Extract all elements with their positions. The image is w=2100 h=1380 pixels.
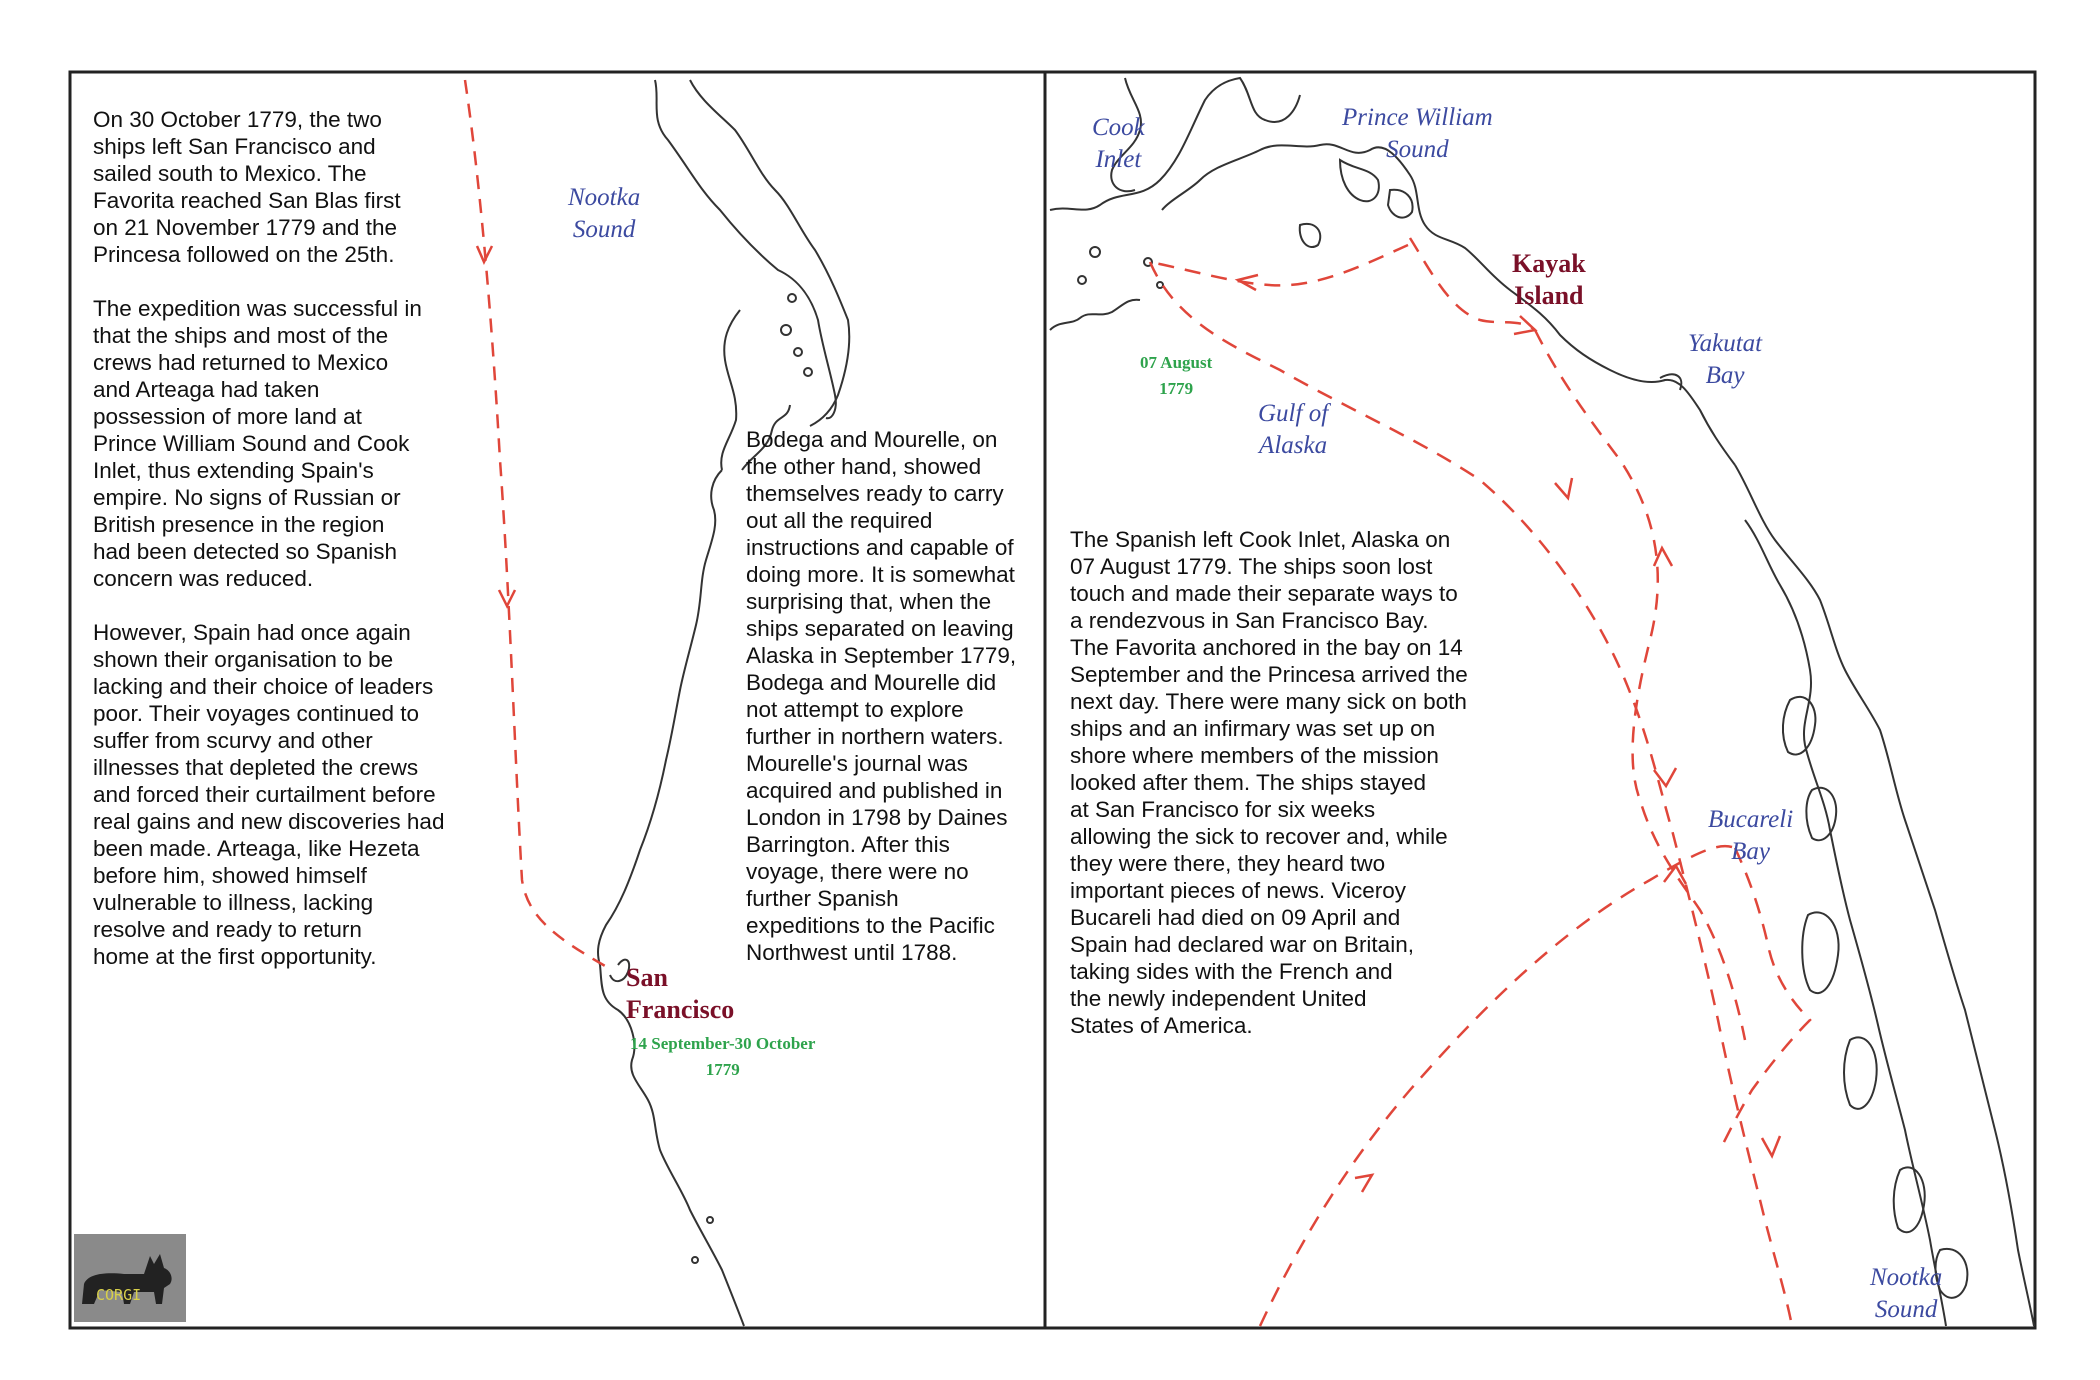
label-prince-william-sound [1342,102,1493,166]
text-line: Bucareli had died on 09 April and [1070,905,1401,930]
text-line: on 21 November 1779 and the [93,215,397,240]
text-line: a rendezvous in San Francisco Bay. [1070,608,1429,633]
text-line: States of America. [1070,1013,1253,1038]
text-line: instructions and capable of [746,535,1014,560]
place-name-line: Island [1514,281,1584,310]
text-line: vulnerable to illness, lacking [93,890,374,915]
text-line: ships and an infirmary was set up on [1070,716,1436,741]
text-line: voyage, there were no [746,859,969,884]
mainland-coast-north [690,80,849,426]
text-line: The expedition was successful in [93,296,422,321]
text-line: Favorita reached San Blas first [93,188,401,213]
text-line: next day. There were many sick on both [1070,689,1467,714]
text-line: Spain had declared war on Britain, [1070,932,1414,957]
place-name-line: Prince William [1342,104,1493,131]
nootka-coast [721,310,740,470]
label-kayak-island [1512,248,1586,312]
text-line: real gains and new discoveries had [93,809,445,834]
text-line: been made. Arteaga, like Hezeta [93,836,420,861]
text-line: not attempt to explore [746,697,964,722]
place-name-line: Yakutat [1688,330,1763,357]
island-dot [788,294,796,302]
route-arrow [1514,316,1535,334]
route-pws-to-cook-inlet [1150,245,1408,285]
island-dot [1090,247,1100,257]
text-line: expeditions to the Pacific [746,913,995,938]
place-name-line: Francisco [626,995,735,1024]
text-line: concern was reduced. [93,566,314,591]
route-kayak-south [1535,330,1745,1040]
text-line: 07 August 1779. The ships soon lost [1070,554,1433,579]
label-yakutat-bay [1688,328,1762,392]
left-route-arrows [477,246,515,606]
place-name-line: Gulf of [1258,400,1329,427]
corgi-icon [74,1234,186,1322]
route-arrow [1654,768,1676,786]
text-line: surprising that, when the [746,589,992,614]
text-line: Inlet, thus extending Spain's [93,458,374,483]
text-line: resolve and ready to return [93,917,362,942]
place-name-line: Sound [1386,136,1449,163]
logo-text: CORGI [96,1286,142,1304]
place-name-line: Nootka [568,184,641,211]
place-name-line: Cook [1092,114,1145,141]
archipelago-island [1844,1037,1877,1108]
pws-islands [1300,224,1321,247]
left-text-col2 [746,426,1016,966]
text-line: looked after them. The ships stayed [1070,770,1427,795]
text-line: ships separated on leaving [746,616,1014,641]
text-line: acquired and published in [746,778,1003,803]
island-dot [692,1257,698,1263]
text-line: further in northern waters. [746,724,1004,749]
date-line: 14 September-30 October [630,1034,816,1053]
text-line: and Arteaga had taken [93,377,320,402]
archipelago-island [1783,697,1816,755]
pws-islands [1388,190,1413,218]
text-line: British presence in the region [93,512,385,537]
island-dot [1078,276,1086,284]
text-line: crews had returned to Mexico [93,350,389,375]
label-bucareli-bay [1708,804,1793,868]
aleutian-coast [1050,300,1140,330]
text-line: possession of more land at [93,404,362,429]
text-line: and forced their curtailment before [93,782,436,807]
text-line: doing more. It is somewhat [746,562,1015,587]
text-line: Mourelle's journal was [746,751,968,776]
text-line: they were there, they heard two [1070,851,1386,876]
place-name-line: Sound [1874,1296,1938,1323]
left-text-col1 [93,106,444,970]
text-line: Bodega and Mourelle, on [746,427,998,452]
route-bucareli-loop [1720,848,1810,1150]
text-line: The Favorita anchored in the bay on 14 [1070,635,1463,660]
place-name-line: Bucareli [1708,806,1794,833]
label-aug-date [1140,350,1212,402]
text-line: taking sides with the French and [1070,959,1393,984]
text-line: the newly independent United [1070,986,1367,1011]
text-line: empire. No signs of Russian or [93,485,401,510]
place-name-line: Alaska [1259,432,1328,459]
text-line: Alaska in September 1779, [746,643,1017,668]
island-dot [707,1217,713,1223]
date-line: 07 August [1140,353,1213,372]
text-line: shown their organisation to be [93,647,394,672]
text-line: the other hand, showed [746,454,982,479]
text-line: home at the first opportunity. [93,944,377,969]
label-gulf-of-alaska [1258,398,1328,462]
text-line: London in 1798 by Daines [746,805,1008,830]
place-name-line: Kayak [1512,249,1586,278]
text-line: On 30 October 1779, the two [93,107,382,132]
text-line: Barrington. After this [746,832,950,857]
place-name-line: Bay [1705,362,1745,389]
text-line: touch and made their separate ways to [1070,581,1458,606]
text-line: However, Spain had once again [93,620,411,645]
place-name-line: Bay [1731,838,1771,865]
text-line: illnesses that depleted the crews [93,755,419,780]
text-line: further Spanish [746,886,899,911]
date-line: 1779 [705,1060,740,1079]
text-line: Princesa followed on the 25th. [93,242,395,267]
label-nootka-sound-left [568,182,640,246]
text-line: The Spanish left Cook Inlet, Alaska on [1070,527,1451,552]
corgi-logo [74,1234,186,1322]
text-line: important pieces of news. Viceroy [1070,878,1406,903]
route-arrow [1355,1175,1372,1192]
text-line: September and the Princesa arrived the [1070,662,1468,687]
text-line: shore where members of the mission [1070,743,1439,768]
text-line: at San Francisco for six weeks [1070,797,1376,822]
text-line: that the ships and most of the [93,323,389,348]
text-line: Prince William Sound and Cook [93,431,410,456]
text-line: suffer from scurvy and other [93,728,373,753]
text-line: sailed south to Mexico. The [93,161,367,186]
island-dot [1157,282,1163,288]
place-name-line: Nootka [1870,1264,1943,1291]
label-nootka-sound-right [1870,1262,1942,1326]
label-cook-inlet [1092,112,1145,176]
archipelago-island [1802,912,1838,993]
place-name-line: San [626,963,668,992]
text-line: poor. Their voyages continued to [93,701,420,726]
alexander-archipelago [1745,520,1946,1326]
route-arrow [1762,1136,1780,1156]
island-dot [804,368,812,376]
label-san-francisco [626,962,734,1026]
place-name-line: Sound [572,216,636,243]
text-line: out all the required [746,508,933,533]
text-line: Northwest until 1788. [746,940,958,965]
text-line: lacking and their choice of leaders [93,674,434,699]
text-line: ships left San Francisco and [93,134,376,159]
text-line: themselves ready to carry [746,481,1004,506]
text-line: before him, showed himself [93,863,367,888]
right-text [1070,526,1468,1039]
pws-islands [1340,160,1379,201]
date-line: 1779 [1159,379,1194,398]
island-dot [781,325,791,335]
label-sf-dates [630,1031,815,1083]
southeast-alaska-coast [1735,465,2034,1326]
route-arrow [1555,478,1572,498]
text-line: had been detected so Spanish [93,539,397,564]
washington-oregon-coast [598,470,722,965]
text-line: Bodega and Mourelle did [746,670,997,695]
place-name-line: Inlet [1095,146,1142,173]
island-dot [794,348,802,356]
text-line: allowing the sick to recover and, while [1070,824,1448,849]
